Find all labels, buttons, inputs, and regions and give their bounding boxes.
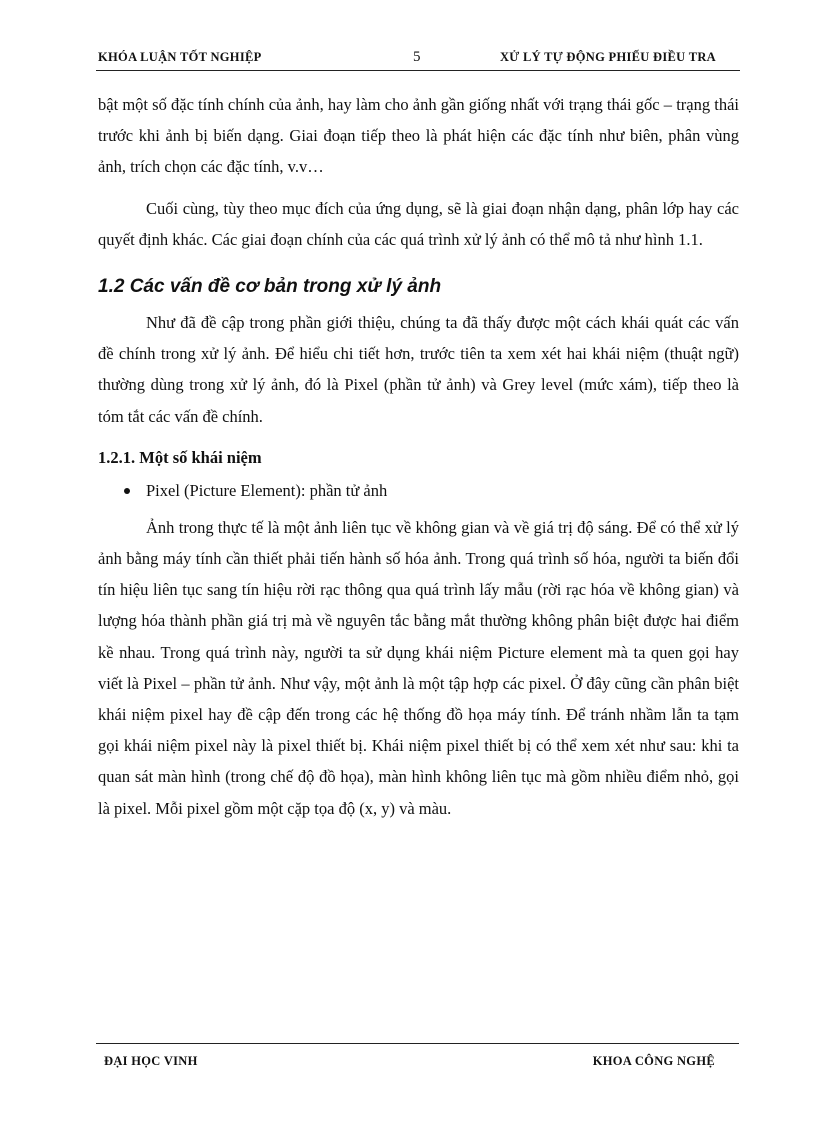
footer-faculty: KHOA CÔNG NGHỆ [592, 1054, 715, 1068]
page-header [96, 48, 740, 71]
paragraph-2: Cuối cùng, tùy theo mục đích của ứng dụng, sẽ là giai đoạn nhận dạng, phân lớp hay các quyết định khác. Các giai đoạn chính của các quá trình xử lý ảnh có thể mô tả như hình 1.1. [98, 198, 739, 249]
paragraph-3: Như đã đề cập trong phần giới thiệu, chúng ta đã thấy được một cách khái quát các vấn đề chính trong xử lý ảnh. Để hiểu chi tiết hơn, trước tiên ta xem xét hai khái niệm (thuật ngữ) thường dùng trong xử lý ảnh, đó là Pixel (phần tử ảnh) và Grey level (mức xám), tiếp theo là tóm tắt các vấn đề chính. [98, 313, 739, 426]
subsection-heading: 1.2.1. Một số khái niệm [98, 447, 262, 467]
section-heading: 1.2 Các vấn đề cơ bản trong xử lý ảnh [98, 276, 442, 298]
header-thesis-title: KHÓA LUẬN TỐT NGHIỆP [98, 50, 262, 64]
bullet-text: Pixel (Picture Element): phần tử ảnh [146, 480, 388, 500]
header-topic: XỬ LÝ TỰ ĐỘNG PHIẾU ĐIỀU TRA [499, 50, 716, 64]
paragraph-1: bật một số đặc tính chính của ảnh, hay làm cho ảnh gần giống nhất với trạng thái gốc – trạng thái trước khi ảnh bị biến dạng. Giai đoạn tiếp theo là phát hiện các đặc tính như biên, phân vùng ảnh, trích chọn các đặc tính, v.v… [98, 95, 739, 177]
paragraph-4: Ảnh trong thực tế là một ảnh liên tục về không gian và về giá trị độ sáng. Để có thể xử lý ảnh bằng máy tính cần thiết phải tiến hành số hóa ảnh. Trong quá trình số hóa, người ta biến đổi tín hiệu liên tục sang tín hiệu rời rạc thông qua quá trình lấy mẫu (rời rạc hóa về không gian) và lượng hóa thành phần giá trị mà về nguyên tắc bằng mắt thường không phân biệt được hai điểm kề nhau. Trong quá trình này, người ta sử dụng khái niệm Picture element mà ta quen gọi hay viết là Pixel – phần tử ảnh. Như vậy, một ảnh là một tập hợp các pixel. Ở đây cũng cần phân biệt khái niệm pixel hay đề cập đến trong các hệ thống đồ họa máy tính. Để tránh nhầm lẫn ta tạm gọi khái niệm pixel này là pixel thiết bị. Khái niệm pixel thiết bị có thể xem xét như sau: khi ta quan sát màn hình (trong chế độ đồ họa), màn hình không liên tục mà gồm nhiều điểm nhỏ, gọi là pixel. Mỗi pixel gồm một cặp tọa độ (x, y) và màu. [98, 517, 739, 818]
footer-university: ĐẠI HỌC VINH [104, 1054, 198, 1068]
page-number: 5 [413, 49, 421, 65]
bullet-dot-icon [124, 488, 130, 494]
page-footer [96, 1043, 739, 1068]
page-body [98, 89, 739, 824]
bullet-item [124, 478, 739, 504]
